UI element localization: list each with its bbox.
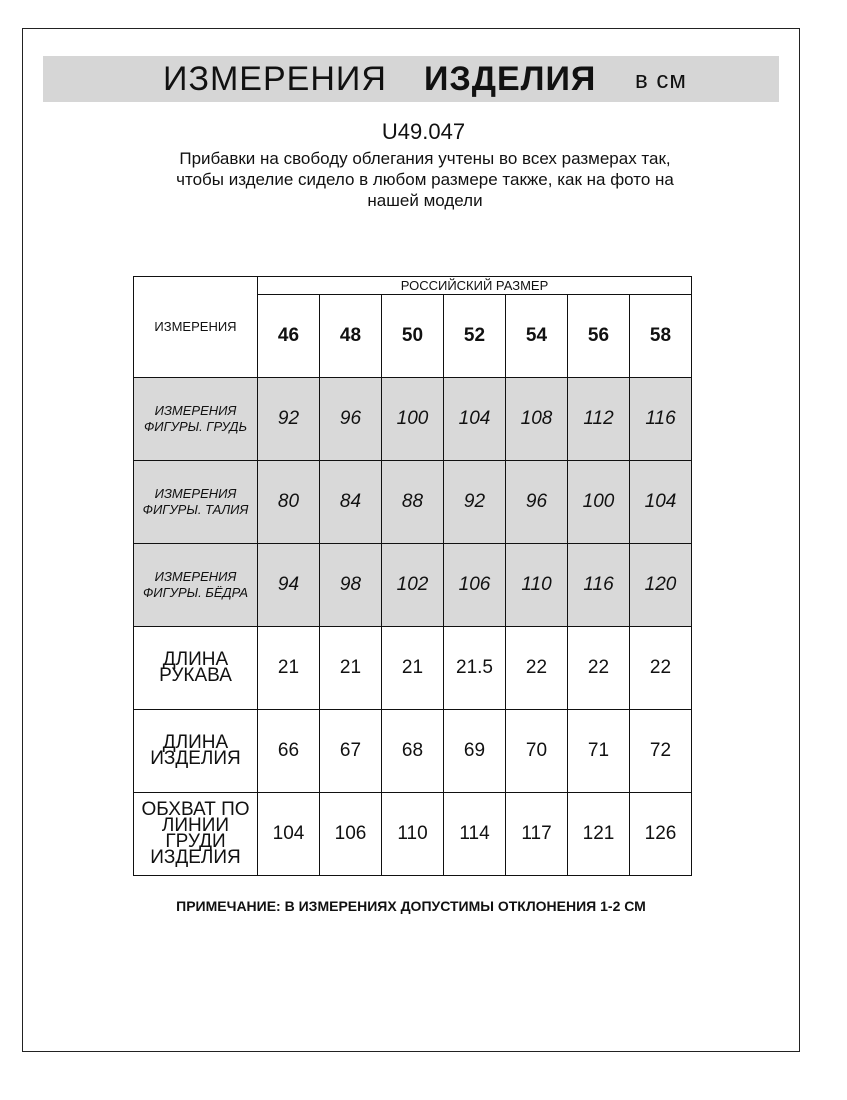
- measurement-cell: 71: [568, 710, 630, 793]
- size-header-cell: 50: [382, 295, 444, 378]
- measurement-cell: 69: [444, 710, 506, 793]
- measurement-cell: 21: [320, 627, 382, 710]
- product-code: U49.047: [381, 119, 466, 144]
- measurement-cell: 100: [568, 461, 630, 544]
- row-label-line: ДЛИНА РУКАВА: [159, 649, 232, 686]
- fit-note-line: нашей модели: [367, 191, 483, 210]
- measurement-cell: 94: [258, 544, 320, 627]
- size-header-cell: 54: [506, 295, 568, 378]
- measurement-cell: 88: [382, 461, 444, 544]
- size-group-label: РОССИЙСКИЙ РАЗМЕР: [258, 277, 692, 295]
- row-label-line: ИЗМЕРЕНИЯ: [154, 403, 237, 418]
- measurement-cell: 106: [444, 544, 506, 627]
- measurement-cell: 96: [320, 378, 382, 461]
- measurement-cell: 126: [630, 793, 692, 876]
- measurement-cell: 102: [382, 544, 444, 627]
- measurement-cell: 116: [568, 544, 630, 627]
- table-row: [134, 710, 692, 793]
- table-row: [134, 793, 692, 876]
- measurement-cell: 104: [630, 461, 692, 544]
- row-label: [134, 544, 258, 627]
- measurement-cell: 112: [568, 378, 630, 461]
- row-label: [134, 627, 258, 710]
- row-label-line: ИЗМЕРЕНИЯ: [154, 486, 237, 501]
- row-label-line: ФИГУРЫ. ГРУДЬ: [143, 419, 248, 434]
- fit-note: [120, 148, 730, 211]
- size-group-row: [134, 277, 692, 295]
- measurement-cell: 21: [382, 627, 444, 710]
- size-header-cell: 48: [320, 295, 382, 378]
- measurement-cell: 120: [630, 544, 692, 627]
- measurement-cell: 116: [630, 378, 692, 461]
- row-label-line: ИЗДЕЛИЯ: [150, 847, 241, 868]
- measurement-cell: 98: [320, 544, 382, 627]
- measurement-cell: 70: [506, 710, 568, 793]
- title-bold: ИЗДЕЛИЯ: [424, 60, 597, 98]
- row-label-line: ФИГУРЫ. ТАЛИЯ: [142, 502, 249, 517]
- measurement-cell: 68: [382, 710, 444, 793]
- row-label: [134, 710, 258, 793]
- row-label-line: ФИГУРЫ. БЁДРА: [142, 585, 249, 600]
- measurement-cell: 106: [320, 793, 382, 876]
- measurement-cell: 114: [444, 793, 506, 876]
- measurement-cell: 110: [506, 544, 568, 627]
- measurement-cell: 66: [258, 710, 320, 793]
- title-units: в см: [635, 67, 687, 94]
- measurement-rows: [134, 378, 692, 876]
- row-label: [134, 378, 258, 461]
- measurement-cell: 21.5: [444, 627, 506, 710]
- measurement-cell: 22: [630, 627, 692, 710]
- row-label-line: ЛИНИИ ГРУДИ: [161, 815, 230, 852]
- measurement-cell: 92: [258, 378, 320, 461]
- measurement-cell: 121: [568, 793, 630, 876]
- fit-note-line: чтобы изделие сидело в любом размере также, как на фото на: [176, 170, 674, 189]
- size-header-cell: 58: [630, 295, 692, 378]
- corner-label: ИЗМЕРЕНИЯ: [134, 277, 258, 378]
- size-header-cell: 52: [444, 295, 506, 378]
- row-label: [134, 793, 258, 876]
- measurement-cell: 22: [506, 627, 568, 710]
- measurement-cell: 96: [506, 461, 568, 544]
- row-label-line: ИЗМЕРЕНИЯ: [154, 569, 237, 584]
- title-banner: [43, 56, 779, 102]
- measurement-cell: 22: [568, 627, 630, 710]
- size-table: [133, 276, 692, 876]
- tolerance-footnote: ПРИМЕЧАНИЕ: В ИЗМЕРЕНИЯХ ДОПУСТИМЫ ОТКЛОНЕНИЯ 1-2 СМ: [176, 898, 646, 914]
- measurement-cell: 84: [320, 461, 382, 544]
- row-label: [134, 461, 258, 544]
- measurement-cell: 110: [382, 793, 444, 876]
- measurement-cell: 80: [258, 461, 320, 544]
- table-row: [134, 544, 692, 627]
- measurement-cell: 117: [506, 793, 568, 876]
- measurement-cell: 92: [444, 461, 506, 544]
- measurement-cell: 72: [630, 710, 692, 793]
- size-header-cell: 46: [258, 295, 320, 378]
- table-row: [134, 378, 692, 461]
- title-regular: ИЗМЕРЕНИЯ: [163, 60, 387, 98]
- row-label-line: ДЛИНА ИЗДЕЛИЯ: [150, 732, 241, 769]
- row-label-line: ОБХВАТ ПО: [141, 799, 250, 820]
- measurement-cell: 104: [444, 378, 506, 461]
- measurement-cell: 21: [258, 627, 320, 710]
- measurement-cell: 108: [506, 378, 568, 461]
- measurement-cell: 100: [382, 378, 444, 461]
- size-header-cell: 56: [568, 295, 630, 378]
- table-row: [134, 461, 692, 544]
- table-row: [134, 627, 692, 710]
- fit-note-line: Прибавки на свободу облегания учтены во всех размерах так,: [179, 149, 671, 168]
- measurement-cell: 67: [320, 710, 382, 793]
- measurement-cell: 104: [258, 793, 320, 876]
